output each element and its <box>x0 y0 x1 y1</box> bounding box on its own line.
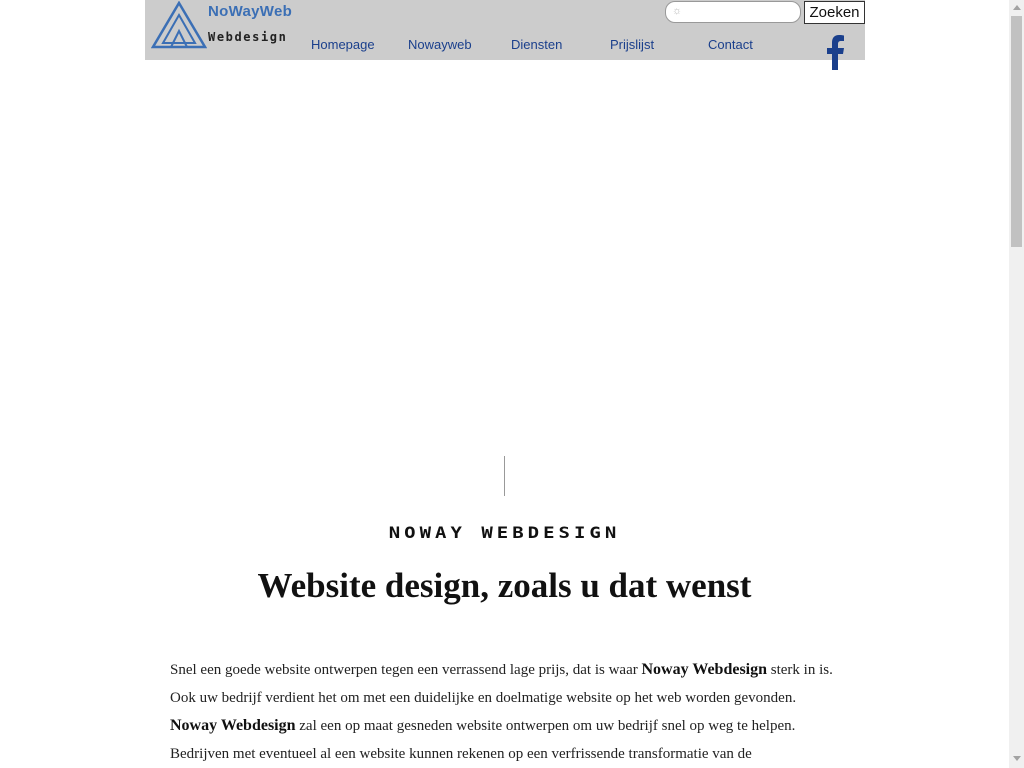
intro-text-3: zal een op maat gesneden website ontwerpen om uw bedrijf snel op weg te helpen. Bedrijven met eventueel al een website kunnen rekenen op een verfrissende transformatie van de <box>170 718 796 762</box>
nav-contact[interactable]: Contact <box>708 37 753 52</box>
logo-title: NoWayWeb <box>208 3 293 20</box>
intro-text-1: Snel een goede website ontwerpen tegen een verrassend lage prijs, dat is waar <box>170 662 642 678</box>
search-button[interactable]: Zoeken <box>804 1 865 24</box>
divider <box>504 456 505 496</box>
brand-name-bold: Noway Webdesign <box>641 661 768 678</box>
header <box>145 0 865 60</box>
scroll-up-arrow-icon[interactable] <box>1013 5 1021 10</box>
brand-name-bold: Noway Webdesign <box>170 717 296 734</box>
search-input[interactable] <box>665 1 801 23</box>
intro-text-2: sterk in is. Ook uw bedrijf verdient het om met een duidelijke en doelmatige website op het web worden gevonden. <box>170 662 833 706</box>
logo-subtitle: Webdesign <box>208 30 288 44</box>
scroll-thumb[interactable] <box>1011 16 1022 247</box>
triangle-logo-icon <box>151 1 207 51</box>
vertical-scrollbar[interactable] <box>1009 0 1024 768</box>
nav-prijslijst[interactable]: Prijslijst <box>610 37 655 52</box>
page-headline: Website design, zoals u dat wenst <box>257 566 752 605</box>
scroll-down-arrow-icon[interactable] <box>1013 756 1021 761</box>
brand-title: NOWAY WEBDESIGN <box>388 523 621 543</box>
intro-paragraph <box>170 656 842 768</box>
logo[interactable] <box>151 1 291 51</box>
facebook-icon[interactable] <box>823 34 847 70</box>
nav-nowayweb[interactable]: Nowayweb <box>408 37 472 52</box>
search-icon: ☼ <box>672 5 683 17</box>
nav-diensten[interactable]: Diensten <box>511 37 563 52</box>
nav-homepage[interactable]: Homepage <box>311 37 375 52</box>
